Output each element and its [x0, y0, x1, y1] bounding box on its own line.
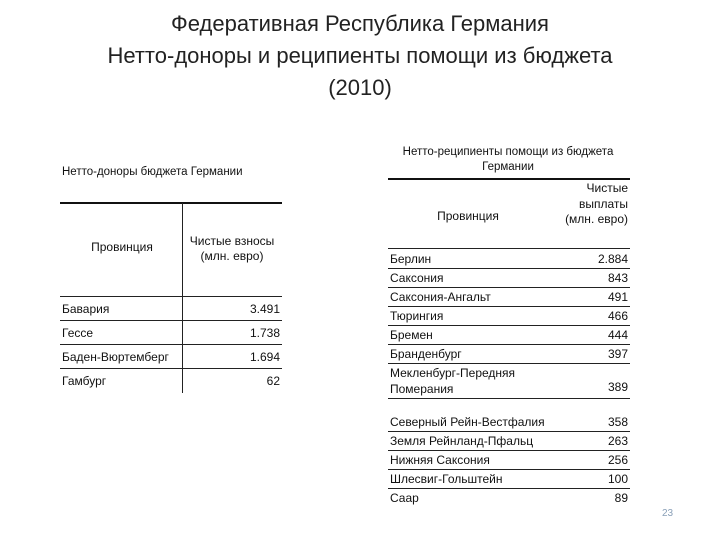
recipient-value: 397 [607, 347, 628, 361]
recipient-province: Северный Рейн-Вестфалия [390, 415, 545, 429]
recipients-row [388, 470, 630, 489]
recipient-province: Земля Рейнланд-Пфальц [390, 434, 534, 448]
donor-province: Гессе [62, 326, 94, 340]
recipients-header-value: Чистые выплаты (млн. евро) [565, 181, 628, 226]
donors-header-province: Провинция [91, 240, 153, 254]
recipient-province: Саар [390, 491, 419, 505]
title-line-3: (2010) [328, 75, 392, 100]
recipient-value: 263 [607, 434, 628, 448]
recipients-table-title: Нетто-реципиенты помощи из бюджета Германии [402, 146, 614, 173]
recipient-province: Шлесвиг-Гольштейн [390, 472, 503, 486]
recipient-value: 466 [607, 309, 628, 323]
donors-row [60, 368, 282, 391]
recipients-row [388, 364, 630, 399]
recipients-row [388, 269, 630, 288]
donors-header-value: Чистые взносы (млн. евро) [189, 234, 275, 263]
donor-value: 3.491 [249, 302, 280, 316]
donor-province: Гамбург [62, 374, 107, 388]
title-line-1: Федеративная Республика Германия [171, 11, 549, 36]
recipients-row [388, 250, 630, 269]
slide-title [0, 8, 720, 104]
recipient-value: 444 [607, 328, 628, 342]
donors-row [60, 320, 282, 343]
recipient-province: Мекленбург-Передняя Померания [390, 366, 516, 396]
donor-value: 1.694 [249, 350, 280, 364]
donors-table-title: Нетто-доноры бюджета Германии [62, 166, 243, 178]
recipient-province: Саксония-Ангальт [390, 290, 491, 304]
recipients-row [388, 451, 630, 470]
recipient-province: Саксония [390, 271, 444, 285]
donors-table-top-rule [60, 202, 282, 204]
recipient-province: Бранденбург [390, 347, 462, 361]
recipients-row [388, 307, 630, 326]
recipients-row [388, 345, 630, 364]
recipient-value: 2.884 [597, 252, 628, 266]
recipients-row [388, 326, 630, 345]
recipient-value: 843 [607, 271, 628, 285]
recipient-value: 358 [607, 415, 628, 429]
recipient-value: 491 [607, 290, 628, 304]
title-line-2: Нетто-доноры и реципиенты помощи из бюджета [107, 43, 613, 68]
donor-province: Баден-Вюртемберг [62, 350, 169, 364]
donor-value: 62 [266, 374, 280, 388]
recipient-province: Берлин [390, 252, 432, 266]
recipient-province: Нижняя Саксония [390, 453, 490, 467]
donors-row [60, 344, 282, 367]
donors-row [60, 296, 282, 319]
page-number: 23 [662, 508, 674, 519]
recipients-row [388, 489, 630, 507]
recipient-value: 389 [607, 380, 628, 394]
donor-province: Бавария [62, 302, 110, 316]
recipients-table-top-rule [388, 178, 630, 180]
recipient-province: Тюрингия [390, 309, 444, 323]
recipients-row [388, 413, 630, 432]
recipients-row [388, 288, 630, 307]
recipients-row [388, 432, 630, 451]
recipients-header-province: Провинция [437, 209, 499, 223]
recipient-value: 100 [607, 472, 628, 486]
recipients-header-rule [388, 248, 630, 249]
donor-value: 1.738 [249, 326, 280, 340]
recipient-value: 89 [614, 491, 628, 505]
recipient-value: 256 [607, 453, 628, 467]
recipient-province: Бремен [390, 328, 433, 342]
